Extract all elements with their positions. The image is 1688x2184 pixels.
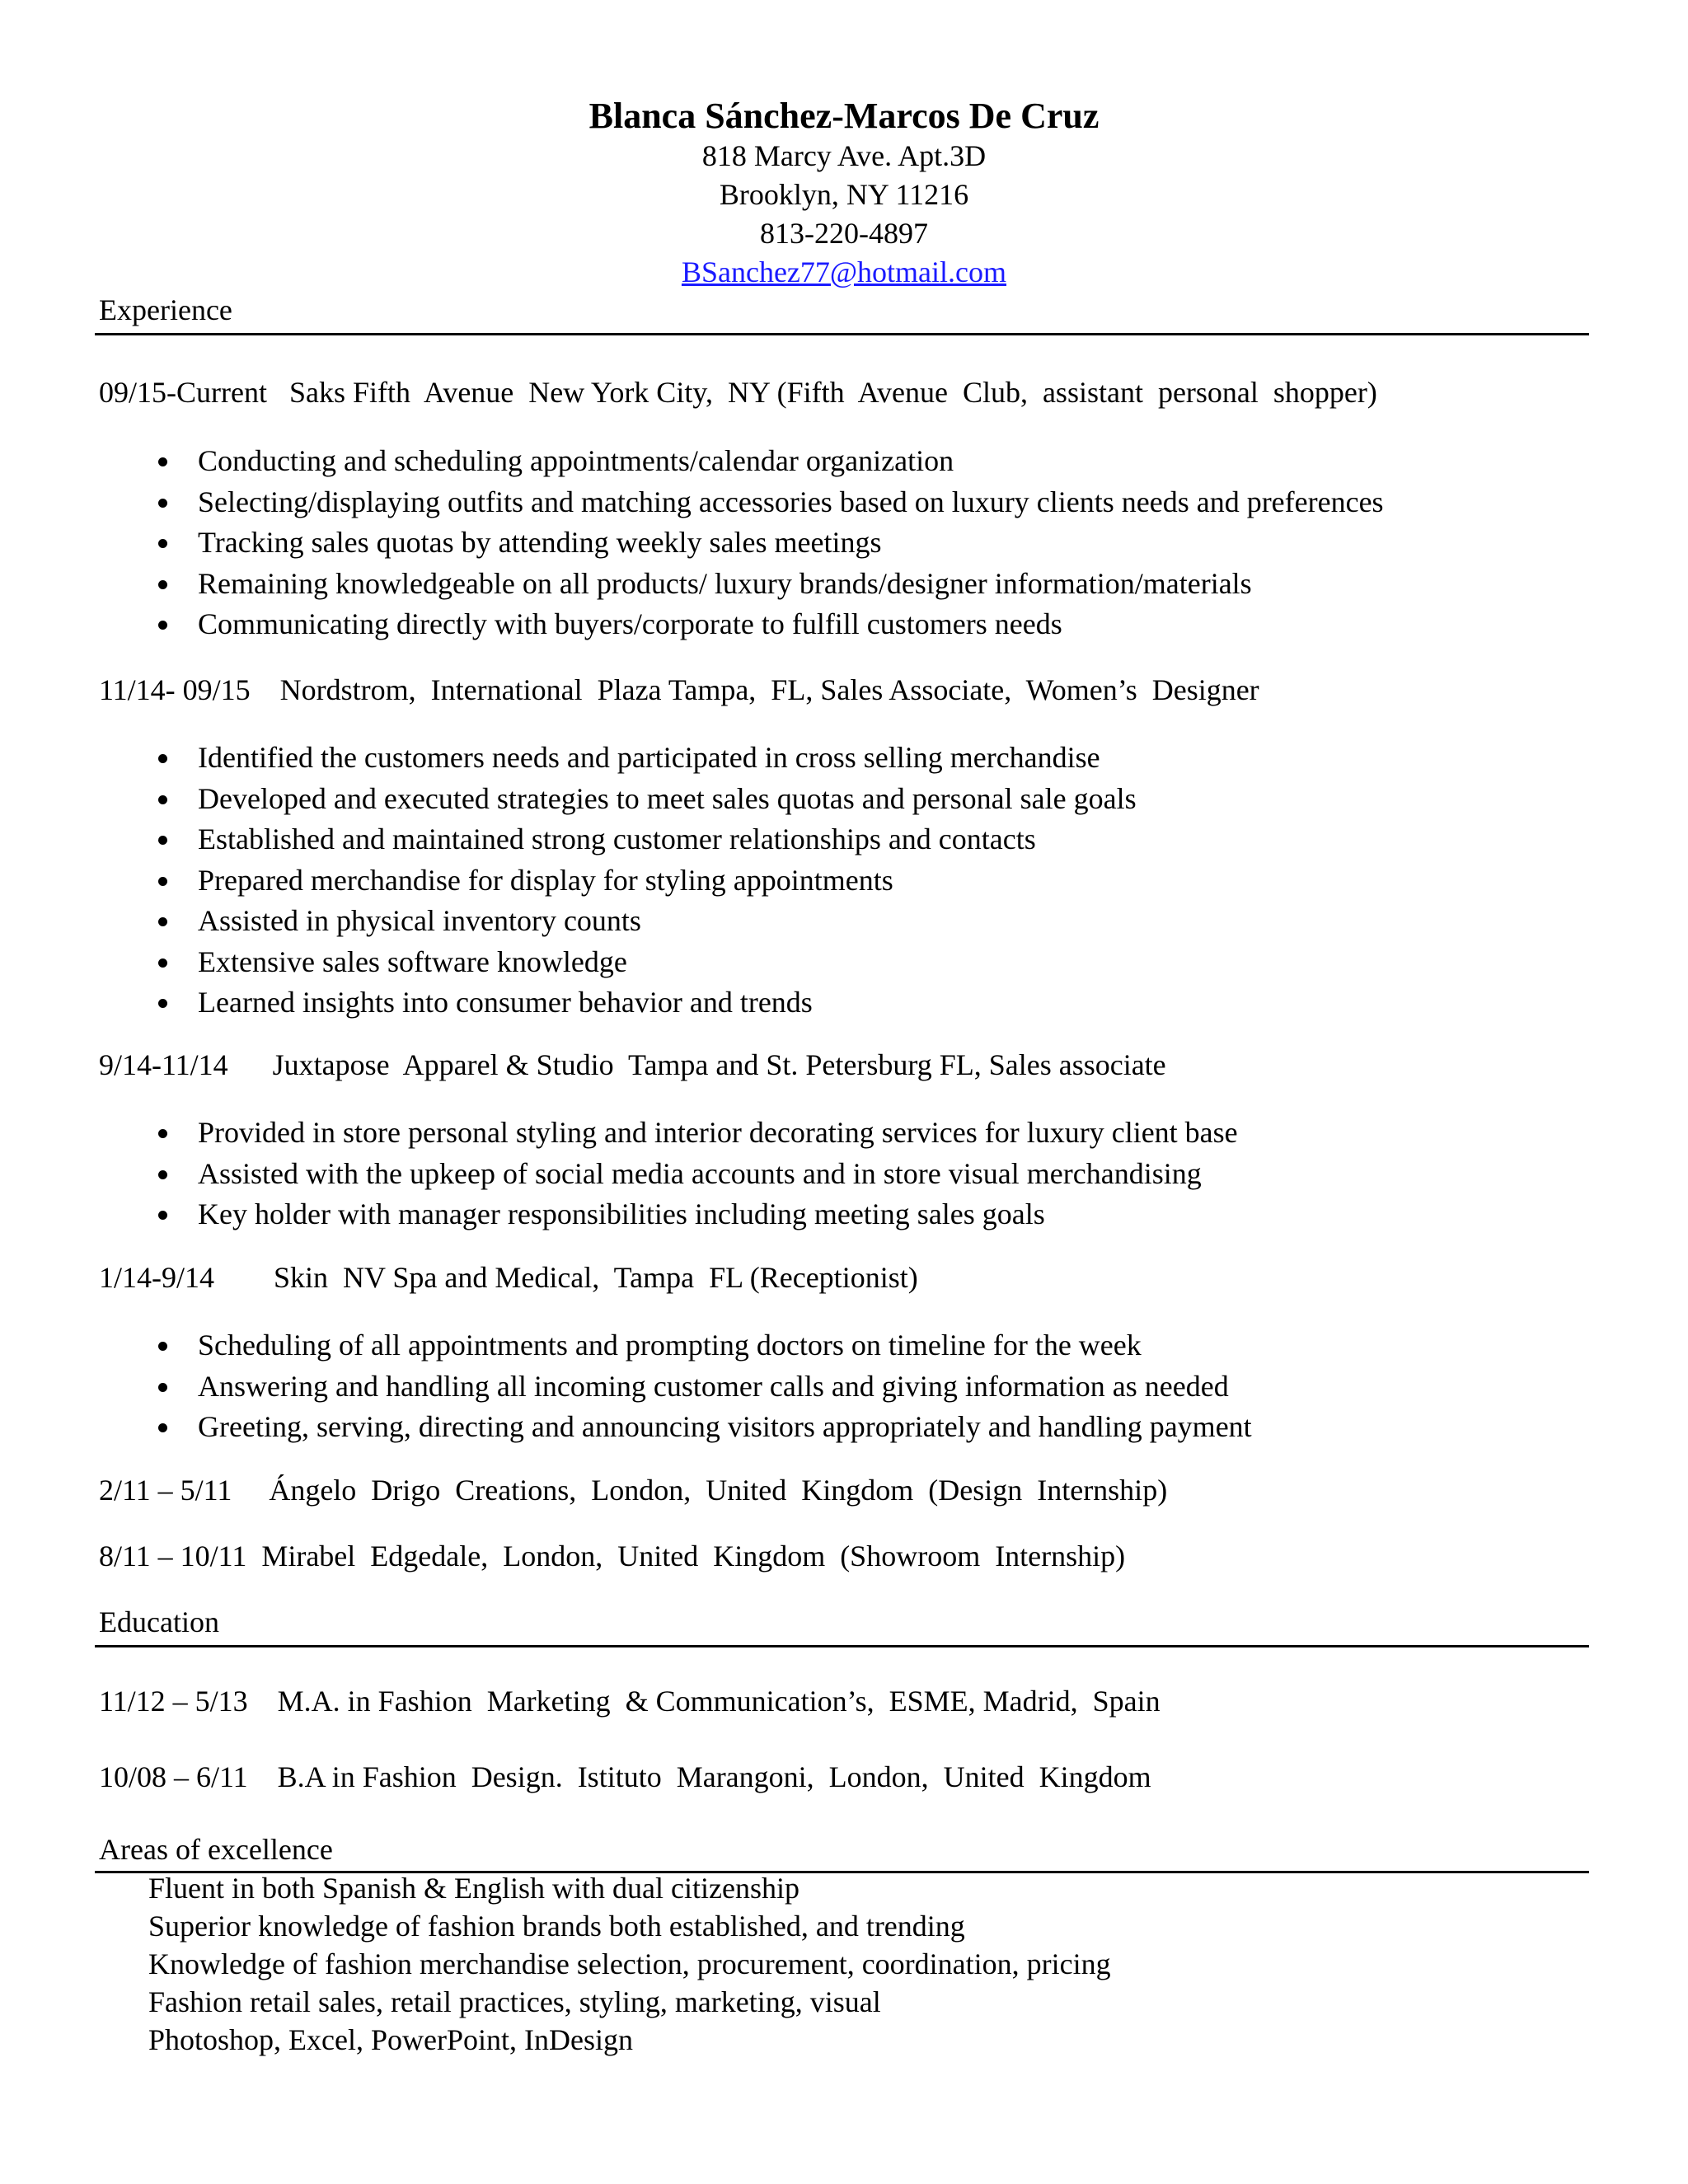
list-item: Photoshop, Excel, PowerPoint, InDesign bbox=[148, 2023, 633, 2056]
list-item: Tracking sales quotas by attending weekly sales meetings bbox=[99, 523, 1384, 564]
education-divider bbox=[95, 1645, 1589, 1647]
list-item: Selecting/displaying outfits and matching accessories based on luxury clients needs and preferences bbox=[99, 482, 1384, 523]
list-item: Communicating directly with buyers/corporate to fulfill customers needs bbox=[99, 604, 1384, 645]
job-skin-nv: 1/14-9/14 Skin NV Spa and Medical, Tampa FL (Receptionist) bbox=[99, 1261, 918, 1294]
job-nordstrom: 11/14- 09/15 Nordstrom, International Plaza Tampa, FL, Sales Associate, Women’s Designer bbox=[99, 673, 1259, 706]
candidate-name: Blanca Sánchez-Marcos De Cruz bbox=[588, 96, 1100, 136]
list-item: Identified the customers needs and participated in cross selling merchandise bbox=[99, 738, 1137, 779]
list-item: Established and maintained strong customer relationships and contacts bbox=[99, 819, 1137, 860]
list-item: Scheduling of all appointments and prompting doctors on timeline for the week bbox=[99, 1325, 1252, 1366]
education-ba: 10/08 – 6/11 B.A in Fashion Design. Istituto Marangoni, London, United Kingdom bbox=[99, 1760, 1151, 1793]
job-mirabel-edgedale: 8/11 – 10/11 Mirabel Edgedale, London, United Kingdom (Showroom Internship) bbox=[99, 1540, 1126, 1572]
excellence-heading: Areas of excellence bbox=[99, 1833, 333, 1866]
list-item: Key holder with manager responsibilities including meeting sales goals bbox=[99, 1194, 1238, 1235]
address-line-1: 818 Marcy Ave. Apt.3D bbox=[701, 139, 987, 172]
excellence-list bbox=[148, 1869, 1111, 2059]
list-item: Developed and executed strategies to meet sales quotas and personal sale goals bbox=[99, 779, 1137, 820]
job-juxtapose-bullets bbox=[99, 1113, 1238, 1235]
list-item: Extensive sales software knowledge bbox=[99, 942, 1137, 983]
list-item: Greeting, serving, directing and announcing visitors appropriately and handling payment bbox=[99, 1407, 1252, 1448]
education-heading: Education bbox=[99, 1605, 219, 1638]
email-link[interactable]: BSanchez77@hotmail.com bbox=[681, 255, 1007, 288]
address-line-2: Brooklyn, NY 11216 bbox=[719, 178, 969, 211]
job-juxtapose: 9/14-11/14 Juxtapose Apparel & Studio Tampa and St. Petersburg FL, Sales associate bbox=[99, 1048, 1166, 1081]
job-nordstrom-bullets bbox=[99, 738, 1137, 1024]
list-item: Fluent in both Spanish & English with dual citizenship bbox=[148, 1872, 799, 1905]
job-skin-nv-bullets bbox=[99, 1325, 1252, 1448]
experience-heading: Experience bbox=[99, 293, 232, 326]
job-saks-bullets bbox=[99, 441, 1384, 645]
resume-header bbox=[0, 96, 1688, 292]
list-item: Knowledge of fashion merchandise selection, procurement, coordination, pricing bbox=[148, 1947, 1111, 1980]
list-item: Remaining knowledgeable on all products/ luxury brands/designer information/materials bbox=[99, 564, 1384, 605]
list-item: Fashion retail sales, retail practices, styling, marketing, visual bbox=[148, 1985, 881, 2018]
list-item: Assisted in physical inventory counts bbox=[99, 901, 1137, 942]
experience-divider bbox=[95, 333, 1589, 335]
list-item: Prepared merchandise for display for styling appointments bbox=[99, 860, 1137, 902]
list-item: Conducting and scheduling appointments/calendar organization bbox=[99, 441, 1384, 482]
job-saks: 09/15-Current Saks Fifth Avenue New York City, NY (Fifth Avenue Club, assistant personal shopper) bbox=[99, 376, 1377, 409]
list-item: Assisted with the upkeep of social media accounts and in store visual merchandising bbox=[99, 1154, 1238, 1195]
list-item: Provided in store personal styling and interior decorating services for luxury client base bbox=[99, 1113, 1238, 1154]
list-item: Learned insights into consumer behavior and trends bbox=[99, 982, 1137, 1024]
list-item: Superior knowledge of fashion brands both established, and trending bbox=[148, 1910, 965, 1943]
education-ma: 11/12 – 5/13 M.A. in Fashion Marketing & Communication’s, ESME, Madrid, Spain bbox=[99, 1685, 1160, 1718]
job-angelo-drigo: 2/11 – 5/11 Ángelo Drigo Creations, London, United Kingdom (Design Internship) bbox=[99, 1474, 1168, 1507]
list-item: Answering and handling all incoming customer calls and giving information as needed bbox=[99, 1366, 1252, 1408]
phone-number: 813-220-4897 bbox=[760, 217, 928, 250]
